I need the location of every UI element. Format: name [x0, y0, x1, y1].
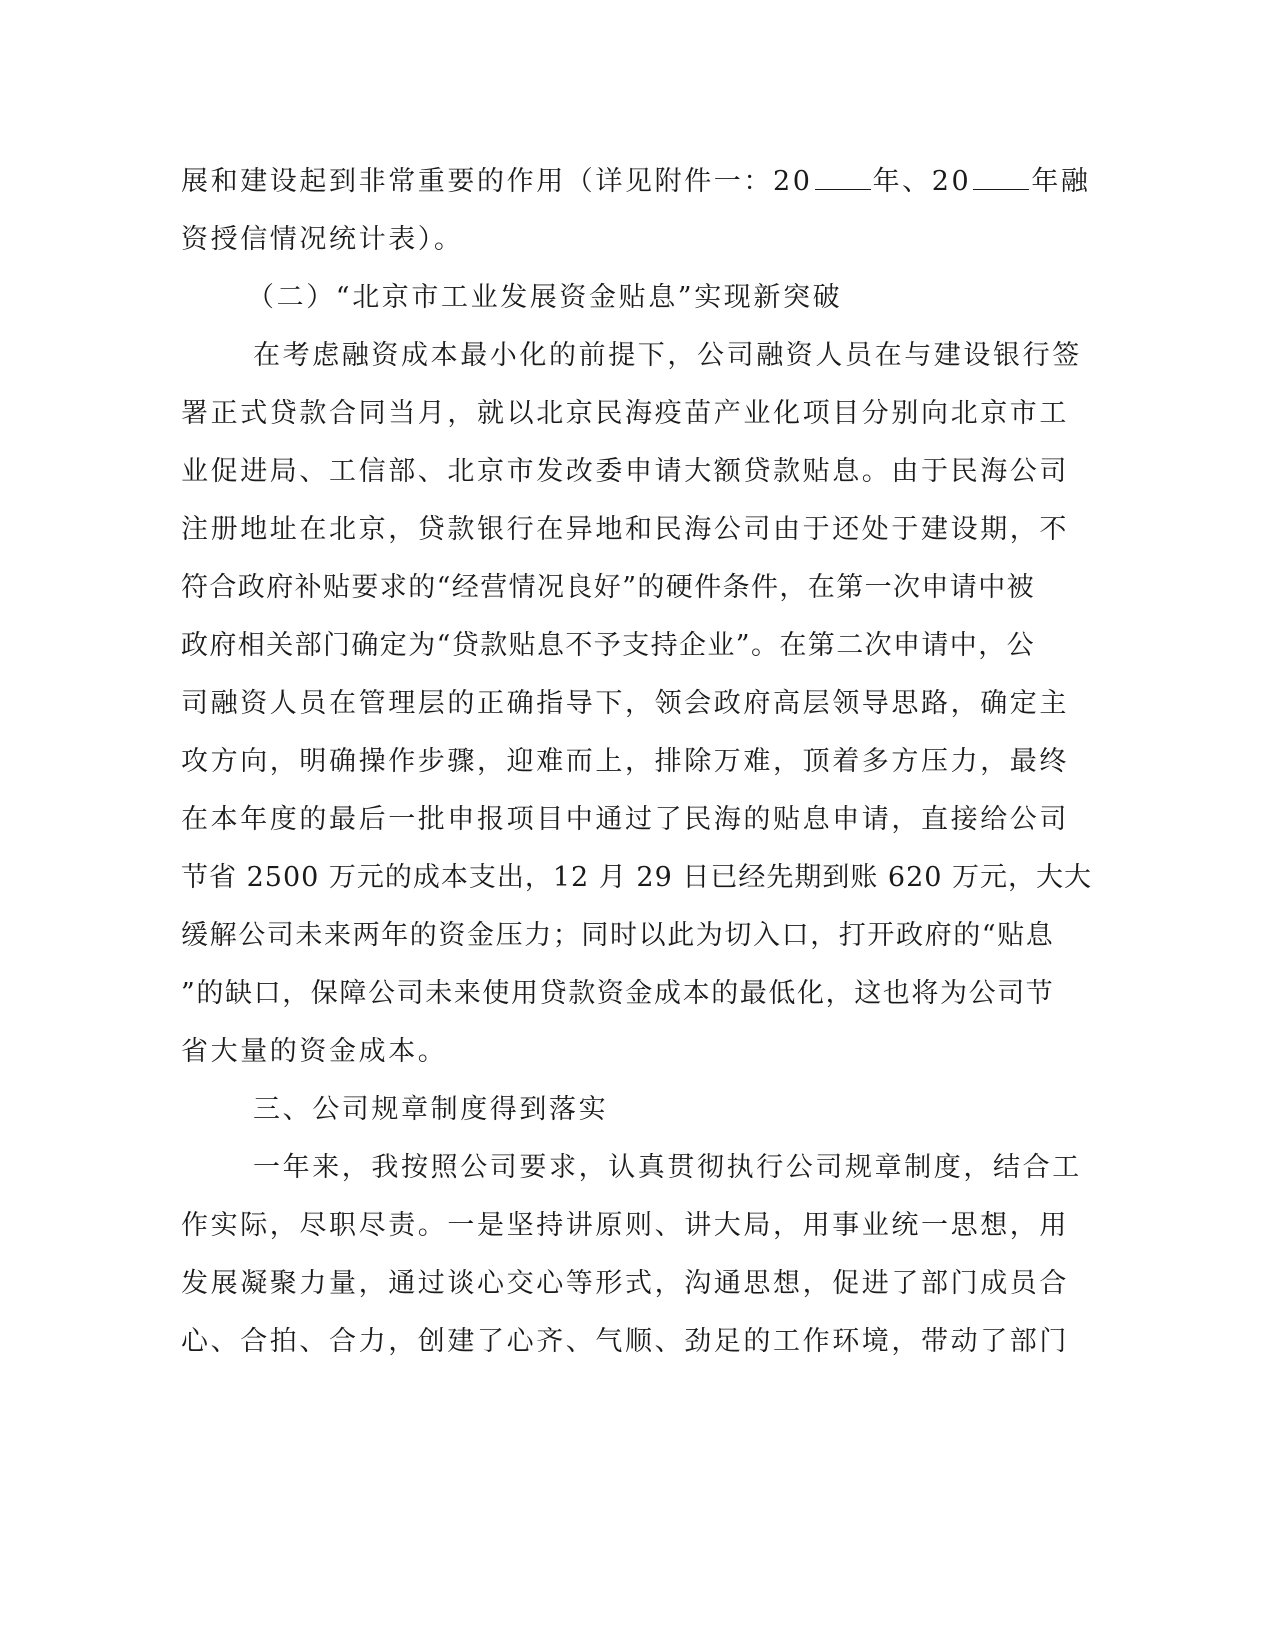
text-line [0, 916, 1275, 956]
line-text: 心、合拍、合力，创建了心齐、气顺、劲足的工作环境，带动了部门 [181, 1326, 1069, 1357]
text-line [0, 974, 1275, 1014]
text-line [0, 568, 1275, 608]
line-segment: 年、20 [872, 166, 972, 197]
text-line [0, 452, 1275, 492]
text-line [0, 858, 1275, 898]
line-text: 司融资人员在管理层的正确指导下，领会政府高层领导思路，确定主 [181, 688, 1069, 719]
text-line [0, 1322, 1275, 1362]
fill-blank [815, 165, 871, 190]
section-heading [0, 278, 1275, 318]
line-text: （二）“北京市工业发展资金贴息”实现新突破 [247, 282, 843, 313]
line-text: 一年来，我按照公司要求，认真贯彻执行公司规章制度，结合工 [253, 1152, 1082, 1183]
text-line [0, 742, 1275, 782]
line-segment: 年融 [1031, 166, 1091, 197]
section-heading [0, 1090, 1275, 1130]
line-text: 节省 2500 万元的成本支出，12 月 29 日已经先期到账 620 万元，大大 [181, 862, 1093, 893]
line-text: 政府相关部门确定为“贷款贴息不予支持企业”。在第二次申请中，公 [181, 630, 1036, 661]
text-line [0, 220, 1275, 260]
text-line [0, 336, 1275, 376]
text-line [0, 684, 1275, 724]
text-line [0, 162, 1275, 202]
line-text: 符合政府补贴要求的“经营情况良好”的硬件条件，在第一次申请中被 [181, 572, 1036, 603]
text-line [0, 1206, 1275, 1246]
text-line [0, 626, 1275, 666]
line-text: 省大量的资金成本。 [181, 1036, 448, 1067]
line-text: ”的缺口，保障公司未来使用贷款资金成本的最低化，这也将为公司节 [181, 978, 1055, 1009]
line-text: 在考虑融资成本最小化的前提下，公司融资人员在与建设银行签 [253, 340, 1082, 371]
line-text: 资授信情况统计表）。 [181, 224, 464, 255]
text-line [0, 1264, 1275, 1304]
text-line [0, 394, 1275, 434]
line-text [181, 162, 1091, 202]
text-line [0, 1032, 1275, 1072]
line-segment: 展和建设起到非常重要的作用（详见附件一：20 [181, 166, 813, 197]
line-text: 署正式贷款合同当月，就以北京民海疫苗产业化项目分别向北京市工 [181, 398, 1069, 429]
line-text: 发展凝聚力量，通过谈心交心等形式，沟通思想，促进了部门成员合 [181, 1268, 1069, 1299]
line-text: 缓解公司未来两年的资金压力；同时以此为切入口，打开政府的“贴息 [181, 920, 1055, 951]
line-text: 攻方向，明确操作步骤，迎难而上，排除万难，顶着多方压力，最终 [181, 746, 1069, 777]
line-text: 业促进局、工信部、北京市发改委申请大额贷款贴息。由于民海公司 [181, 456, 1069, 487]
line-text: 注册地址在北京，贷款银行在异地和民海公司由于还处于建设期，不 [181, 514, 1069, 545]
text-line [0, 1148, 1275, 1188]
text-line [0, 800, 1275, 840]
line-text: 作实际，尽职尽责。一是坚持讲原则、讲大局，用事业统一思想，用 [181, 1210, 1069, 1241]
text-line [0, 510, 1275, 550]
fill-blank [973, 165, 1029, 190]
line-text: 三、公司规章制度得到落实 [253, 1094, 609, 1125]
line-text: 在本年度的最后一批申报项目中通过了民海的贴息申请，直接给公司 [181, 804, 1069, 835]
